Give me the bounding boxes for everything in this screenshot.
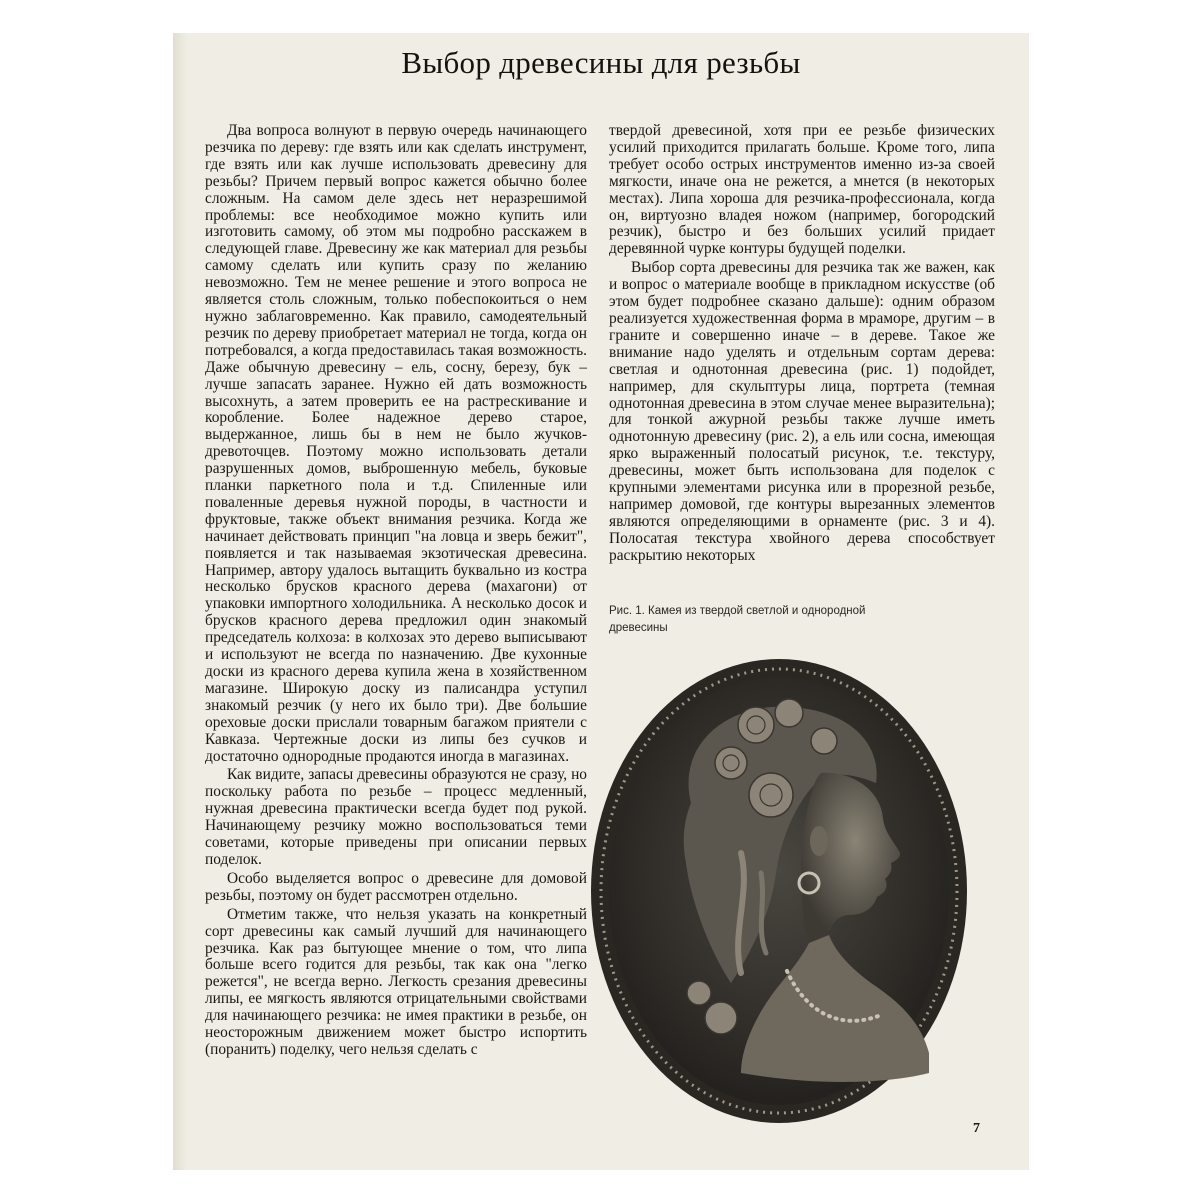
left-paragraph-4: Отметим также, что нельзя указать на конкретный сорт древесины как самый лучший для начинающего резчика. Как раз бытующее мнение о том, что липа больше всего годится для резьбы, так как она "легко режется", не всегда верно. Легкость срезания древесины липы, ее мягкость являются отрицательными свойствами для начинающего резчика: не имея практики в резьбе, он неосторожным движением может быстро испортить (поранить) поделку, чего нельзя сделать с — [205, 905, 587, 1058]
right-paragraph-2: Выбор сорта древесины для резчика так же важен, как и вопрос о материале вообще в прикладном искусстве (об этом будет подробнее сказано дальше): одним образом реализуется художественная форма в мраморе, другим – в граните и совершенно иначе – в дереве. Такое же внимание надо уделять и отдельным сортам дерева: светлая и однотонная древесина (рис. 1) подойдет, например, для скульптуры лица, портрета (темная однотонная древесина в этом случае менее выразительна); для тонкой ажурной резьбы также лучше иметь однотонную древесину (рис. 2), а ель или сосна, имеющая ярко выраженный полосатый рисунок, т.е. текстуру, древесины, может быть использована для поделок с крупными элементами рисунка или в прорезной резьбе, например домовой, где контуры вырезанных элементов являются определяющими в орнаменте (рис. 3 и 4). Полосатая текстура хвойного дерева способствует раскрытию некоторых — [609, 259, 995, 564]
book-page — [173, 33, 1029, 1170]
page-title: Выбор древесины для резьбы — [401, 45, 801, 80]
rose-1 — [738, 707, 774, 743]
right-paragraph-1: твердой древесиной, хотя при ее резьбе физических усилий приходится прилагать больше. Кроме того, липа требует особо острых инструментов именно из-за своей мягкости, иначе она не режется, а мнется (в некоторых местах). Липа хороша для резчика-профессионала, когда он, виртуозно владея ножом (например, богородский резчик), быстро и без больших усилий придает деревянной чурке контуры будущей поделки. — [609, 122, 995, 258]
figure-caption: Рис. 1. Камея из твердой светлой и однородной древесины — [609, 605, 866, 634]
right-text-column — [609, 123, 995, 565]
rose-4 — [749, 773, 793, 817]
rose-6 — [705, 1002, 737, 1034]
rose-7 — [687, 981, 711, 1005]
rose-5 — [811, 728, 837, 754]
cameo-image — [581, 653, 971, 1133]
page-spine-shadow — [173, 33, 187, 1170]
left-paragraph-1: Два вопроса волнуют в первую очередь начинающего резчика по дереву: где взять или как сделать инструмент, где взять или как лучше использовать древесину для резьбы? Причем первый вопрос кажется обычно более сложным. На самом деле здесь нет неразрешимой проблемы: все необходимое можно купить или изготовить самому, об этом мы подробно расскажем в следующей главе. Древесину же как материал для резьбы самому сделать или купить сразу по желанию невозможно. Тем не менее решение и этого вопроса не является столь сложным, только побеспокоиться о нем нужно заблаговременно. Как правило, самодеятельный резчик по дереву приобретает материал не тогда, когда он потребовался, а когда предоставилась такая возможность. Даже обычную древесину – ель, сосну, березу, бук – лучше запасать заранее. Нужно ей дать возможность высохнуть, а затем проверить ее на растрескивание и коробление. Более надежное дерево старое, выдержанное, лишь бы в нем не было жучков-древоточцев. Поэтому можно использовать детали разрушенных домов, выброшенную мебель, буковые планки паркетного пола и т.д. Спиленные или поваленные деревья нужной породы, в частности и фруктовые, также объект внимания резчика. Когда же начинает действовать принцип "на ловца и зверь бежит", появляется и так называемая экзотическая древесина. Например, автору удалось вытащить буквально из костра несколько брусков красного дерева (махагони) от упаковки импортного холодильника. А несколько досок и брусков красного дерева предложил один знакомый председатель колхоза: в колхозах это дерево выписывают и используют не всегда по назначению. Две кухонные доски из красного дерева купила жена в хозяйственном магазине. Широкую доску из палисандра уступил знакомый резчик (у него их было три). Две большие ореховые доски прислали товарным багажом приятели с Кавказа. Чертежные доски из липы без сучков и достаточно однородные продаются иногда в магазинах. — [205, 122, 587, 765]
page-number: 7 — [973, 1121, 980, 1136]
left-paragraph-2: Как видите, запасы древесины образуются не сразу, но поскольку работа по резьбе – процесс медленный, нужная древесина практически всегда будет под рукой. Начинающему резчику можно воспользоваться теми советами, которые приведены при описании первых поделок. — [205, 766, 587, 868]
left-paragraph-3: Особо выделяется вопрос о древесине для домовой резьбы, поэтому он будет рассмотрен отдельно. — [205, 869, 587, 904]
rose-3 — [715, 747, 747, 779]
left-text-column — [205, 123, 587, 1059]
rose-2 — [775, 699, 803, 727]
cameo-figure — [581, 653, 971, 1133]
